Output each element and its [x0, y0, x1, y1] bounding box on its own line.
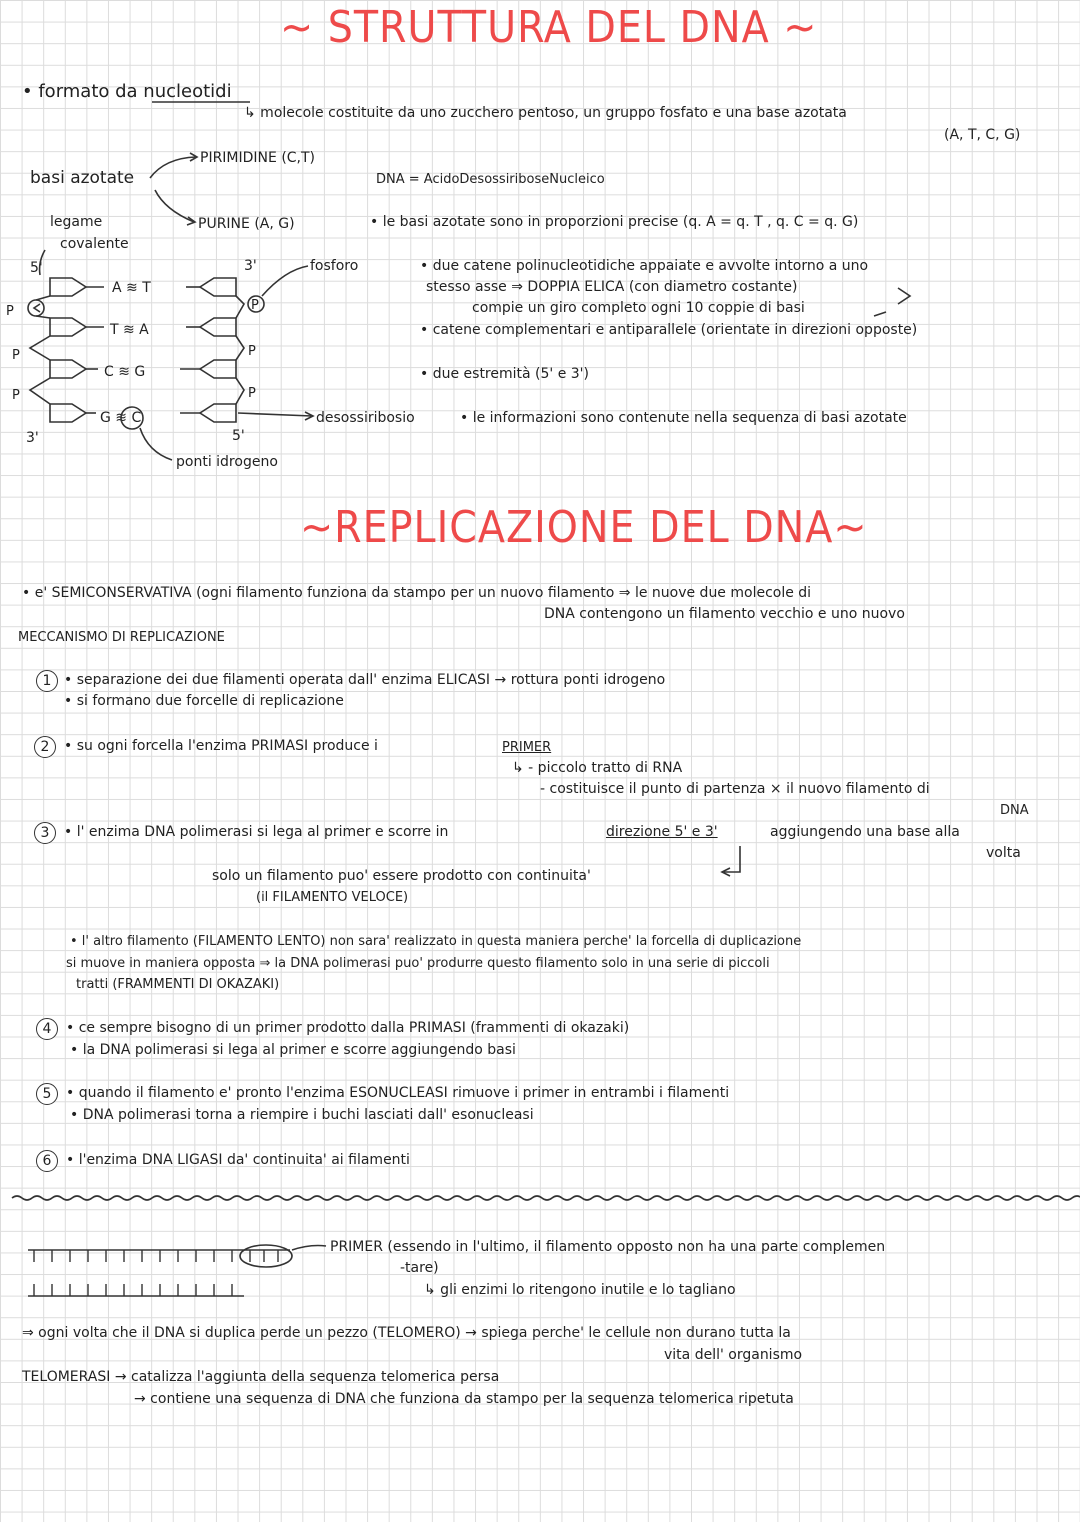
step-3-line-1b: aggiungendo una base alla: [770, 824, 960, 840]
phosphate-left-1: P: [6, 304, 14, 319]
phosphate-right-1: P: [251, 298, 259, 313]
end-3-left: 3': [26, 430, 39, 446]
bullet-doppia-elica-1: • due catene polinucleotidiche appaiate e avvolte intorno a uno: [420, 258, 869, 274]
lento-line-1: • l' altro filamento (FILAMENTO LENTO) non sara' realizzato in questa maniera perche' la forcella di duplicazione: [70, 934, 802, 949]
right-sugars: [180, 278, 236, 422]
step-3-continuity-1: solo un filamento puo' essere prodotto con continuita': [212, 868, 591, 884]
base-pair-1: A ≋ T: [112, 280, 151, 296]
step-6-line-1: • l'enzima DNA LIGASI da' continuita' ai filamenti: [66, 1152, 410, 1168]
telomere-ticks-bottom: [34, 1284, 232, 1296]
primer-ellipse: [240, 1245, 292, 1267]
step-3-line-1: • l' enzima DNA polimerasi si lega al primer e scorre in: [64, 824, 449, 840]
telomerasi-line-2: → contiene una sequenza di DNA che funziona da stampo per la sequenza telomerica ripetuta: [134, 1391, 794, 1407]
step-4-line-1: • ce sempre bisogno di un primer prodotto dalla PRIMASI (frammenti di okazaki): [66, 1020, 630, 1036]
step-3-line-1c: volta: [986, 845, 1021, 861]
primer-note-3: ↳ gli enzimi lo ritengono inutile e lo tagliano: [424, 1282, 736, 1298]
step-4-line-2: • la DNA polimerasi si lega al primer e scorre aggiungendo basi: [70, 1042, 516, 1058]
step-3-direction: direzione 5' e 3': [606, 824, 718, 840]
wavy-separator: [12, 1196, 1080, 1200]
end-5-left: 5': [30, 260, 43, 276]
molecole-description: ↳ molecole costituite da uno zucchero pentoso, un gruppo fosfato e una base azotata: [244, 105, 847, 121]
bullet-antiparallele: • catene complementari e antiparallele (orientate in direzioni opposte): [420, 322, 918, 338]
desossiribosio-label: desossiribosio: [316, 410, 415, 426]
bullet-estremita: • due estremità (5' e 3'): [420, 366, 589, 382]
ponti-idrogeno-label: ponti idrogeno: [176, 454, 278, 470]
meccanismo-heading: MECCANISMO DI REPLICAZIONE: [18, 630, 225, 645]
covalente-label: covalente: [60, 236, 129, 252]
step-2-line-1: • su ogni forcella l'enzima PRIMASI produce i: [64, 738, 378, 754]
lento-line-3: tratti (FRAMMENTI DI OKAZAKI): [76, 977, 280, 992]
step-1-number: 1: [36, 670, 58, 692]
legame-label: legame: [50, 214, 103, 230]
semiconservativa-2: DNA contengono un filamento vecchio e uno nuovo: [544, 606, 905, 622]
step-2-sub-2: - costituisce il punto di partenza × il nuovo filamento di: [540, 781, 930, 797]
step-5-number: 5: [36, 1083, 58, 1105]
base-pair-4: G ≋ C: [100, 410, 142, 426]
basi-azotate-label: basi azotate: [30, 168, 135, 188]
end-5-right: 5': [232, 428, 245, 444]
bullet-doppia-elica-2: stesso asse ⇒ DOPPIA ELICA (con diametro costante): [426, 279, 798, 295]
end-3-right: 3': [244, 258, 257, 274]
step-6-number: 6: [36, 1150, 58, 1172]
left-sugars: [50, 278, 104, 422]
semiconservativa-1: • e' SEMICONSERVATIVA (ogni filamento funziona da stampo per un nuovo filamento ⇒ le nuove due molecole di: [22, 585, 812, 601]
lento-line-2: si muove in maniera opposta ⇒ la DNA polimerasi puo' produrre questo filamento solo in una serie di piccoli: [66, 956, 770, 971]
phosphate-left-2: P: [12, 348, 20, 363]
step-2-primer: PRIMER: [502, 740, 552, 755]
phosphate-right-3: P: [248, 386, 256, 401]
title-replicazione: ~REPLICAZIONE DEL DNA~: [300, 502, 868, 553]
telomero-line-1: ⇒ ogni volta che il DNA si duplica perde un pezzo (TELOMERO) → spiega perche' le cellule non durano tutta la: [22, 1325, 791, 1341]
step-5-line-1: • quando il filamento e' pronto l'enzima ESONUCLEASI rimuove i primer in entrambi i filamenti: [66, 1085, 730, 1101]
purine-label: PURINE (A, G): [198, 216, 295, 232]
step-2-number: 2: [34, 736, 56, 758]
step-1-line-2: • si formano due forcelle di replicazione: [64, 693, 344, 709]
telomerasi-line-1: TELOMERASI → catalizza l'aggiunta della sequenza telomerica persa: [22, 1369, 500, 1385]
bullet-doppia-elica-3: compie un giro completo ogni 10 coppie di basi: [472, 300, 805, 316]
primer-note-2: -tare): [400, 1260, 439, 1276]
bullet-informazioni: • le informazioni sono contenute nella sequenza di basi azotate: [460, 410, 907, 426]
dna-definition: DNA = AcidoDesossiriboseNucleico: [376, 172, 605, 187]
step-3-continuity-2: (il FILAMENTO VELOCE): [256, 890, 409, 905]
step-2-sub-3: DNA: [1000, 803, 1029, 818]
base-pair-2: T ≋ A: [110, 322, 149, 338]
step-4-number: 4: [36, 1018, 58, 1040]
telomero-line-2: vita dell' organismo: [664, 1347, 803, 1363]
step-1-line-1: • separazione dei due filamenti operata dall' enzima ELICASI → rottura ponti idrogeno: [64, 672, 666, 688]
title-struttura: ~ STRUTTURA DEL DNA ~: [280, 2, 818, 53]
primer-note-1: PRIMER (essendo in l'ultimo, il filamento opposto non ha una parte complemen: [330, 1239, 886, 1255]
step-5-line-2: • DNA polimerasi torna a riempire i buchi lasciati dall' esonucleasi: [70, 1107, 534, 1123]
molecole-bases: (A, T, C, G): [944, 127, 1021, 143]
step-3-number: 3: [34, 822, 56, 844]
pirimidine-label: PIRIMIDINE (C,T): [200, 150, 316, 166]
phosphate-right-2: P: [248, 344, 256, 359]
phosphate-left-3: P: [12, 388, 20, 403]
fosforo-label: fosforo: [310, 258, 359, 274]
nucleotidi-heading: • formato da nucleotidi: [22, 81, 232, 102]
step-2-sub-1: ↳ - piccolo tratto di RNA: [512, 760, 683, 776]
base-pair-3: C ≋ G: [104, 364, 146, 380]
proporzioni-text: • le basi azotate sono in proporzioni precise (q. A = q. T , q. C = q. G): [370, 214, 859, 230]
